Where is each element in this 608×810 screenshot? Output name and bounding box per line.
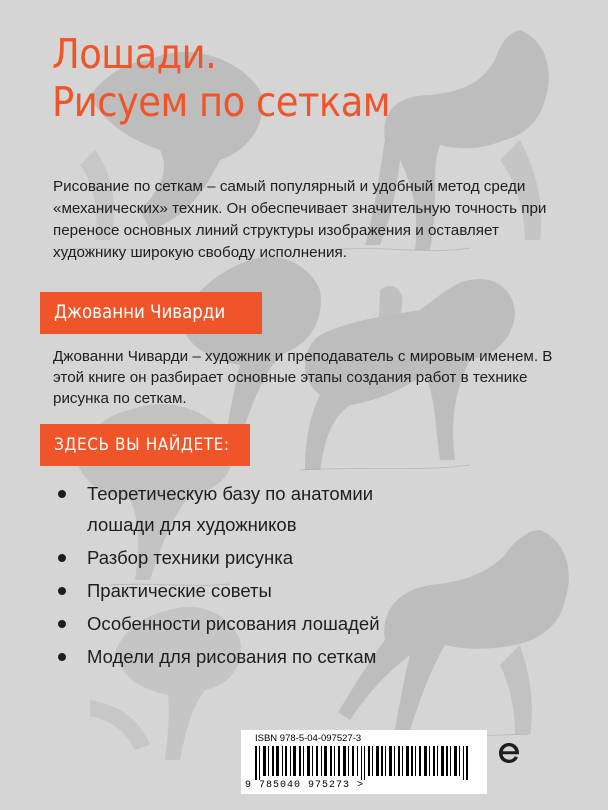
isbn-number: ISBN 978-5-04-097527-3 [255, 733, 362, 744]
book-title-line-2: Рисуем по сеткам [52, 78, 391, 126]
bullet-icon [58, 653, 66, 661]
bullet-icon [58, 554, 66, 562]
features-list [58, 478, 387, 672]
feature-item-label: Практические советы [87, 580, 272, 601]
feature-item-label: Разбор техники рисунка [87, 547, 294, 568]
feature-item-label: Теоретическую базу по анатомии лошади для художников [87, 483, 374, 535]
bullet-icon [58, 620, 66, 628]
feature-item [58, 608, 387, 639]
book-title [52, 30, 390, 126]
book-title-line-1: Лошади. [52, 30, 217, 78]
features-heading-badge: ЗДЕСЬ ВЫ НАЙДЕТЕ: [40, 424, 250, 466]
author-description: Джованни Чиварди – художник и преподаватель с мировым именем. В этой книге он разбирает основные этапы создания работ в технике рисунка по сеткам. [53, 348, 553, 407]
barcode-panel [241, 730, 487, 794]
publisher-logo-icon [496, 740, 522, 766]
barcode-icon [253, 746, 475, 780]
feature-item [58, 478, 387, 540]
author-badge: Джованни Чиварди [40, 292, 262, 334]
bullet-icon [58, 490, 66, 498]
barcode-digits: 9 785040 975273 > [245, 780, 365, 791]
feature-item-label: Модели для рисования по сеткам [87, 646, 377, 667]
intro-paragraph: Рисование по сеткам – самый популярный и удобный метод среди «механических» техник. Он обеспечивает значительную точность при переносе основных линий структуры изображения и оставляет художнику широкую свободу исполнения. [53, 178, 547, 261]
feature-item [58, 542, 387, 573]
feature-item-label: Особенности рисования лошадей [87, 613, 380, 634]
feature-item [58, 575, 387, 606]
bullet-icon [58, 587, 66, 595]
feature-item [58, 641, 387, 672]
